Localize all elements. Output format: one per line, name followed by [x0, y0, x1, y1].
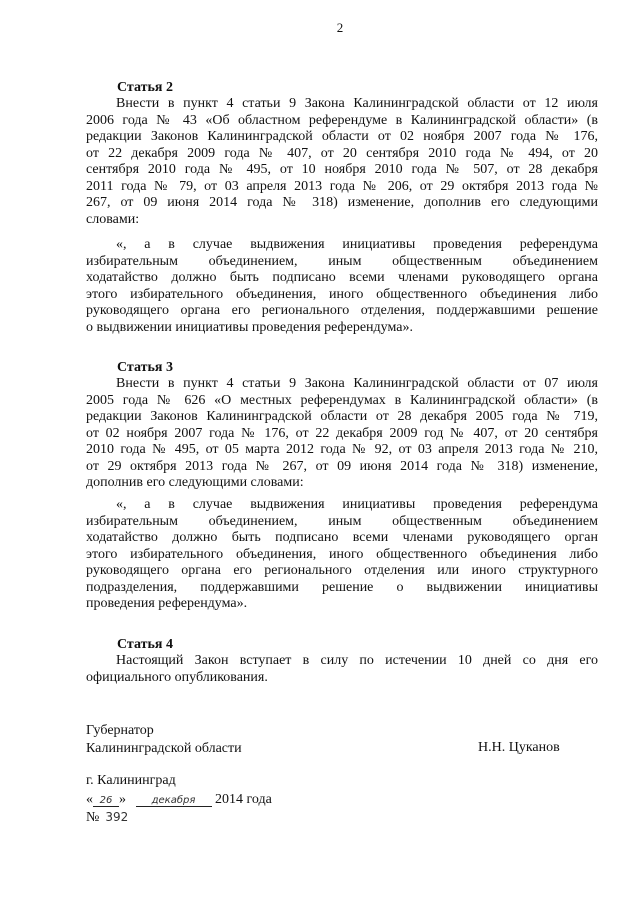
date-year: 2014 года	[215, 792, 272, 807]
law-number-value: 392	[105, 810, 129, 824]
article-2-line: словами:	[86, 211, 140, 227]
date-month: декабря	[136, 795, 212, 807]
article-3-quote-line: этого избирательного объединения, иного общественного объединения либо	[86, 546, 598, 562]
article-2-quote	[86, 237, 598, 336]
article-2-line: 267, от 09 июня 2014 года № 318) изменение, дополнив его следующими	[86, 195, 598, 210]
article-3-quote-line: подразделения, поддержавшими решение о выдвижении инициативы	[86, 579, 598, 595]
article-3-body	[86, 376, 598, 492]
article-2-quote-line: ходатайство должно быть подписано всеми членами руководящего органа	[86, 270, 598, 285]
article-4-line: официального опубликования.	[86, 669, 268, 685]
article-2-line: редакции Законов Калининградской области от 02 ноября 2007 года № 176,	[86, 129, 598, 144]
signing-date	[86, 792, 272, 808]
article-3-quote-line: ходатайство должно быть подписано всеми членами руководящего орган	[86, 530, 598, 545]
date-day: 26	[93, 795, 119, 807]
article-3-quote-line: руководящего органа его регионального отделения или иного структурного	[86, 563, 598, 578]
article-4-title: Статья 4	[117, 637, 173, 652]
article-2-quote-line: о выдвижении инициативы проведения референдума».	[86, 319, 413, 335]
signature-name: Н.Н. Цуканов	[478, 740, 560, 755]
article-3-line: дополнив его следующими словами:	[86, 475, 304, 490]
page-number: 2	[336, 20, 344, 35]
article-3-quote-line: избирательным объединением, иным общественным объединением	[86, 513, 598, 529]
article-2-line: 2011 года № 79, от 03 апреля 2013 года № 206, от 29 октября 2013 года №	[86, 178, 598, 194]
article-4-body	[86, 653, 598, 686]
article-3-quote-line: проведения референдума».	[86, 596, 248, 611]
article-2-quote-line: этого избирательного объединения, иного общественного объединения либо	[86, 286, 598, 302]
date-close-quote: »	[119, 792, 126, 807]
signature-position	[86, 722, 242, 758]
signature-position-line1: Губернатор	[86, 723, 154, 738]
signing-place: г. Калининград	[86, 773, 176, 788]
article-2-quote-line: избирательным объединением, иным общественным объединением	[86, 253, 598, 269]
article-2-quote-line: руководящего органа его регионального отделения, поддержавшими решение	[86, 303, 598, 318]
article-3-quote	[86, 497, 598, 613]
article-3-line: Внести в пункт 4 статьи 9 Закона Калининградской области от 07 июля	[116, 376, 598, 391]
date-open-quote: «	[86, 792, 93, 807]
law-number	[86, 810, 128, 826]
article-2-quote-line: «, а в случае выдвижения инициативы проведения референдума	[116, 237, 598, 252]
article-3-title: Статья 3	[117, 360, 173, 375]
law-number-label: №	[86, 810, 100, 825]
article-3-quote-line: «, а в случае выдвижения инициативы проведения референдума	[116, 497, 598, 512]
article-3-line: редакции Законов Калининградской области от 28 декабря 2005 года № 719,	[86, 409, 598, 424]
signature-position-line2: Калининградской области	[86, 741, 242, 756]
article-2-body	[86, 96, 598, 228]
article-3-line: от 29 октября 2013 года № 267, от 09 июня 2014 года № 318) изменение,	[86, 458, 598, 474]
article-2-title: Статья 2	[117, 80, 173, 95]
article-2-line: Внести в пункт 4 статьи 9 Закона Калининградской области от 12 июля	[116, 96, 598, 111]
article-4-line: Настоящий Закон вступает в силу по истечении 10 дней со дня его	[116, 653, 598, 668]
article-3-line: 2010 года № 495, от 05 марта 2012 года № 92, от 03 апреля 2013 года № 210,	[86, 442, 598, 457]
article-2-line: сентября 2010 года № 495, от 10 ноября 2010 года № 507, от 28 декабря	[86, 162, 598, 177]
article-2-line: от 22 декабря 2009 года № 407, от 20 сентября 2010 года № 494, от 20	[86, 145, 598, 161]
article-2-line: 2006 года № 43 «Об областном референдуме в Калининградской области» (в	[86, 112, 598, 128]
article-3-line: от 02 ноября 2007 года № 176, от 22 декабря 2009 год № 407, от 20 сентября	[86, 425, 598, 441]
article-3-line: 2005 года № 626 «О местных референдумах в Калининградской области» (в	[86, 392, 598, 408]
